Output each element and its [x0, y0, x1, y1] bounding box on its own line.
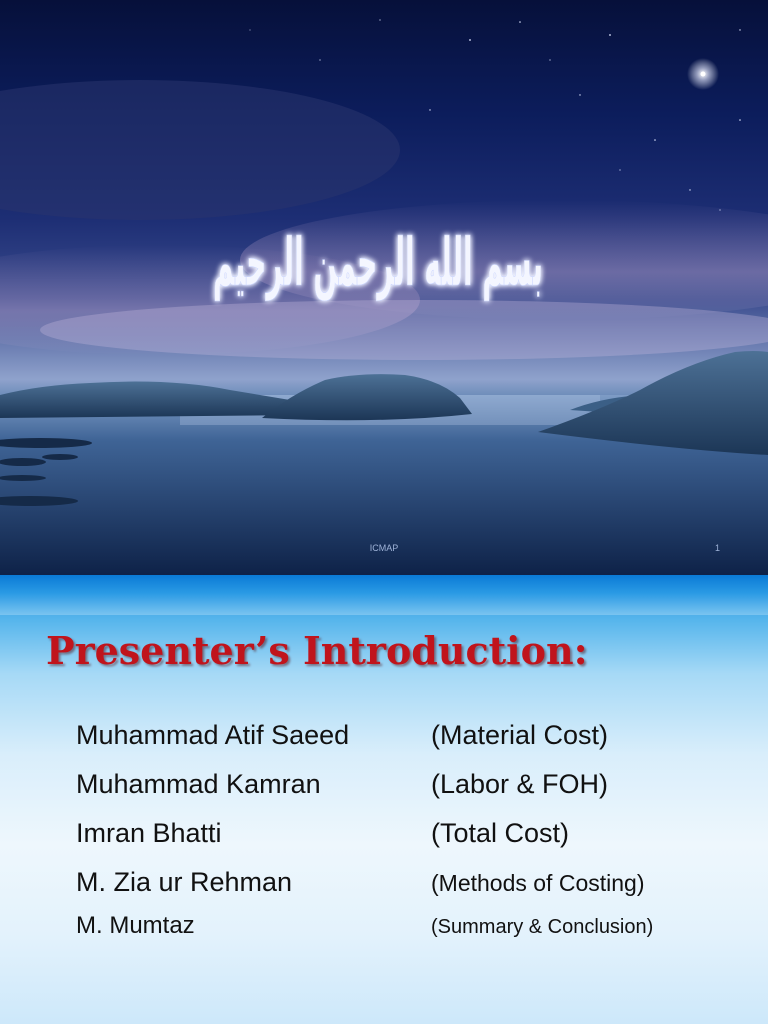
presenter-row — [76, 720, 653, 769]
presenter-row — [76, 769, 653, 818]
svg-text:بسم الله الرحمن الرحيم: بسم الله الرحمن الرحيم — [213, 224, 543, 301]
presenter-list — [76, 720, 653, 952]
presenter-name: Imran Bhatti — [76, 818, 222, 848]
slide-footer: ICMAP — [369, 543, 399, 553]
presenter-row — [76, 818, 653, 867]
header-band — [0, 575, 768, 615]
presenter-name: Muhammad Atif Saeed — [76, 720, 350, 750]
presenter-topic: (Methods of Costing) — [431, 870, 645, 896]
presenter-name: Muhammad Kamran — [76, 769, 321, 799]
presenter-name: M. Zia ur Rehman — [76, 867, 293, 897]
slide-title: Presenter’s Introduction: — [46, 628, 588, 673]
presenter-name: M. Mumtaz — [76, 912, 195, 939]
slide-number: 1 — [714, 543, 720, 553]
presenter-row — [76, 912, 653, 952]
presenter-topic: (Summary & Conclusion) — [431, 916, 654, 938]
presenter-topic: (Labor & FOH) — [431, 769, 609, 799]
presenter-topic: (Material Cost) — [431, 720, 609, 750]
presenter-row — [76, 867, 653, 912]
presenter-topic: (Total Cost) — [431, 818, 570, 848]
